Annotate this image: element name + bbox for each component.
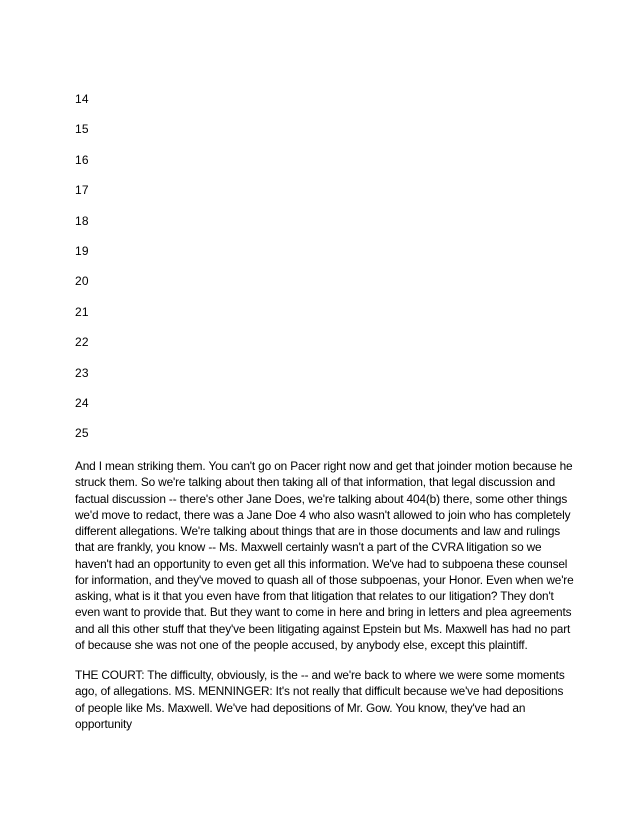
line-number: 24 (75, 395, 89, 410)
line-number: 20 (75, 274, 89, 289)
line-number: 15 (75, 122, 89, 137)
line-number: 22 (75, 335, 89, 350)
line-number: 14 (75, 92, 89, 106)
line-number: 18 (75, 213, 89, 228)
line-number: 25 (75, 426, 89, 441)
line-number: 19 (75, 243, 89, 258)
line-number: 23 (75, 365, 89, 380)
transcript-paragraph: THE COURT: The difficulty, obviously, is the -- and we're back to where we were some moments ago, of allegations. MS. MENNINGER: It's not really that difficult because we've had depositions of people like Ms. Maxwell. We've had depositions of Mr. Gow. You know, they've had an opportunity (75, 668, 565, 731)
transcript-paragraph: And I mean striking them. You can't go on Pacer right now and get that joinder motion because he struck them. So we're talking about then taking all of that information, that legal discussion and factual discussion -- there's other Jane Does, we're talking about 404(b) there, some other things we'd move to redact, there was a Jane Doe 4 who also wasn't allowed to join who has completely different allegations. We're talking about things that are in those documents and law and rulings that are frankly, you know -- Ms. Maxwell certainly wasn't a part of the CVRA litigation so we haven't had an opportunity to even get all this information. We've had to subpoena these counsel for information, and they've moved to quash all of those subpoenas, your Honor. Even when we're asking, what is it that you even have from that litigation that relates to our litigation? They don't even want to provide that. But they want to come in here and bring in letters and plea agreements and all this other stuff that they've been litigating against Epstein but Ms. Maxwell has had no part of because she was not one of the people accused, by anybody else, except this plaintiff. (75, 459, 574, 652)
line-number-column (75, 92, 89, 457)
line-number: 17 (75, 183, 89, 198)
line-number: 21 (75, 304, 89, 319)
line-number: 16 (75, 152, 89, 167)
